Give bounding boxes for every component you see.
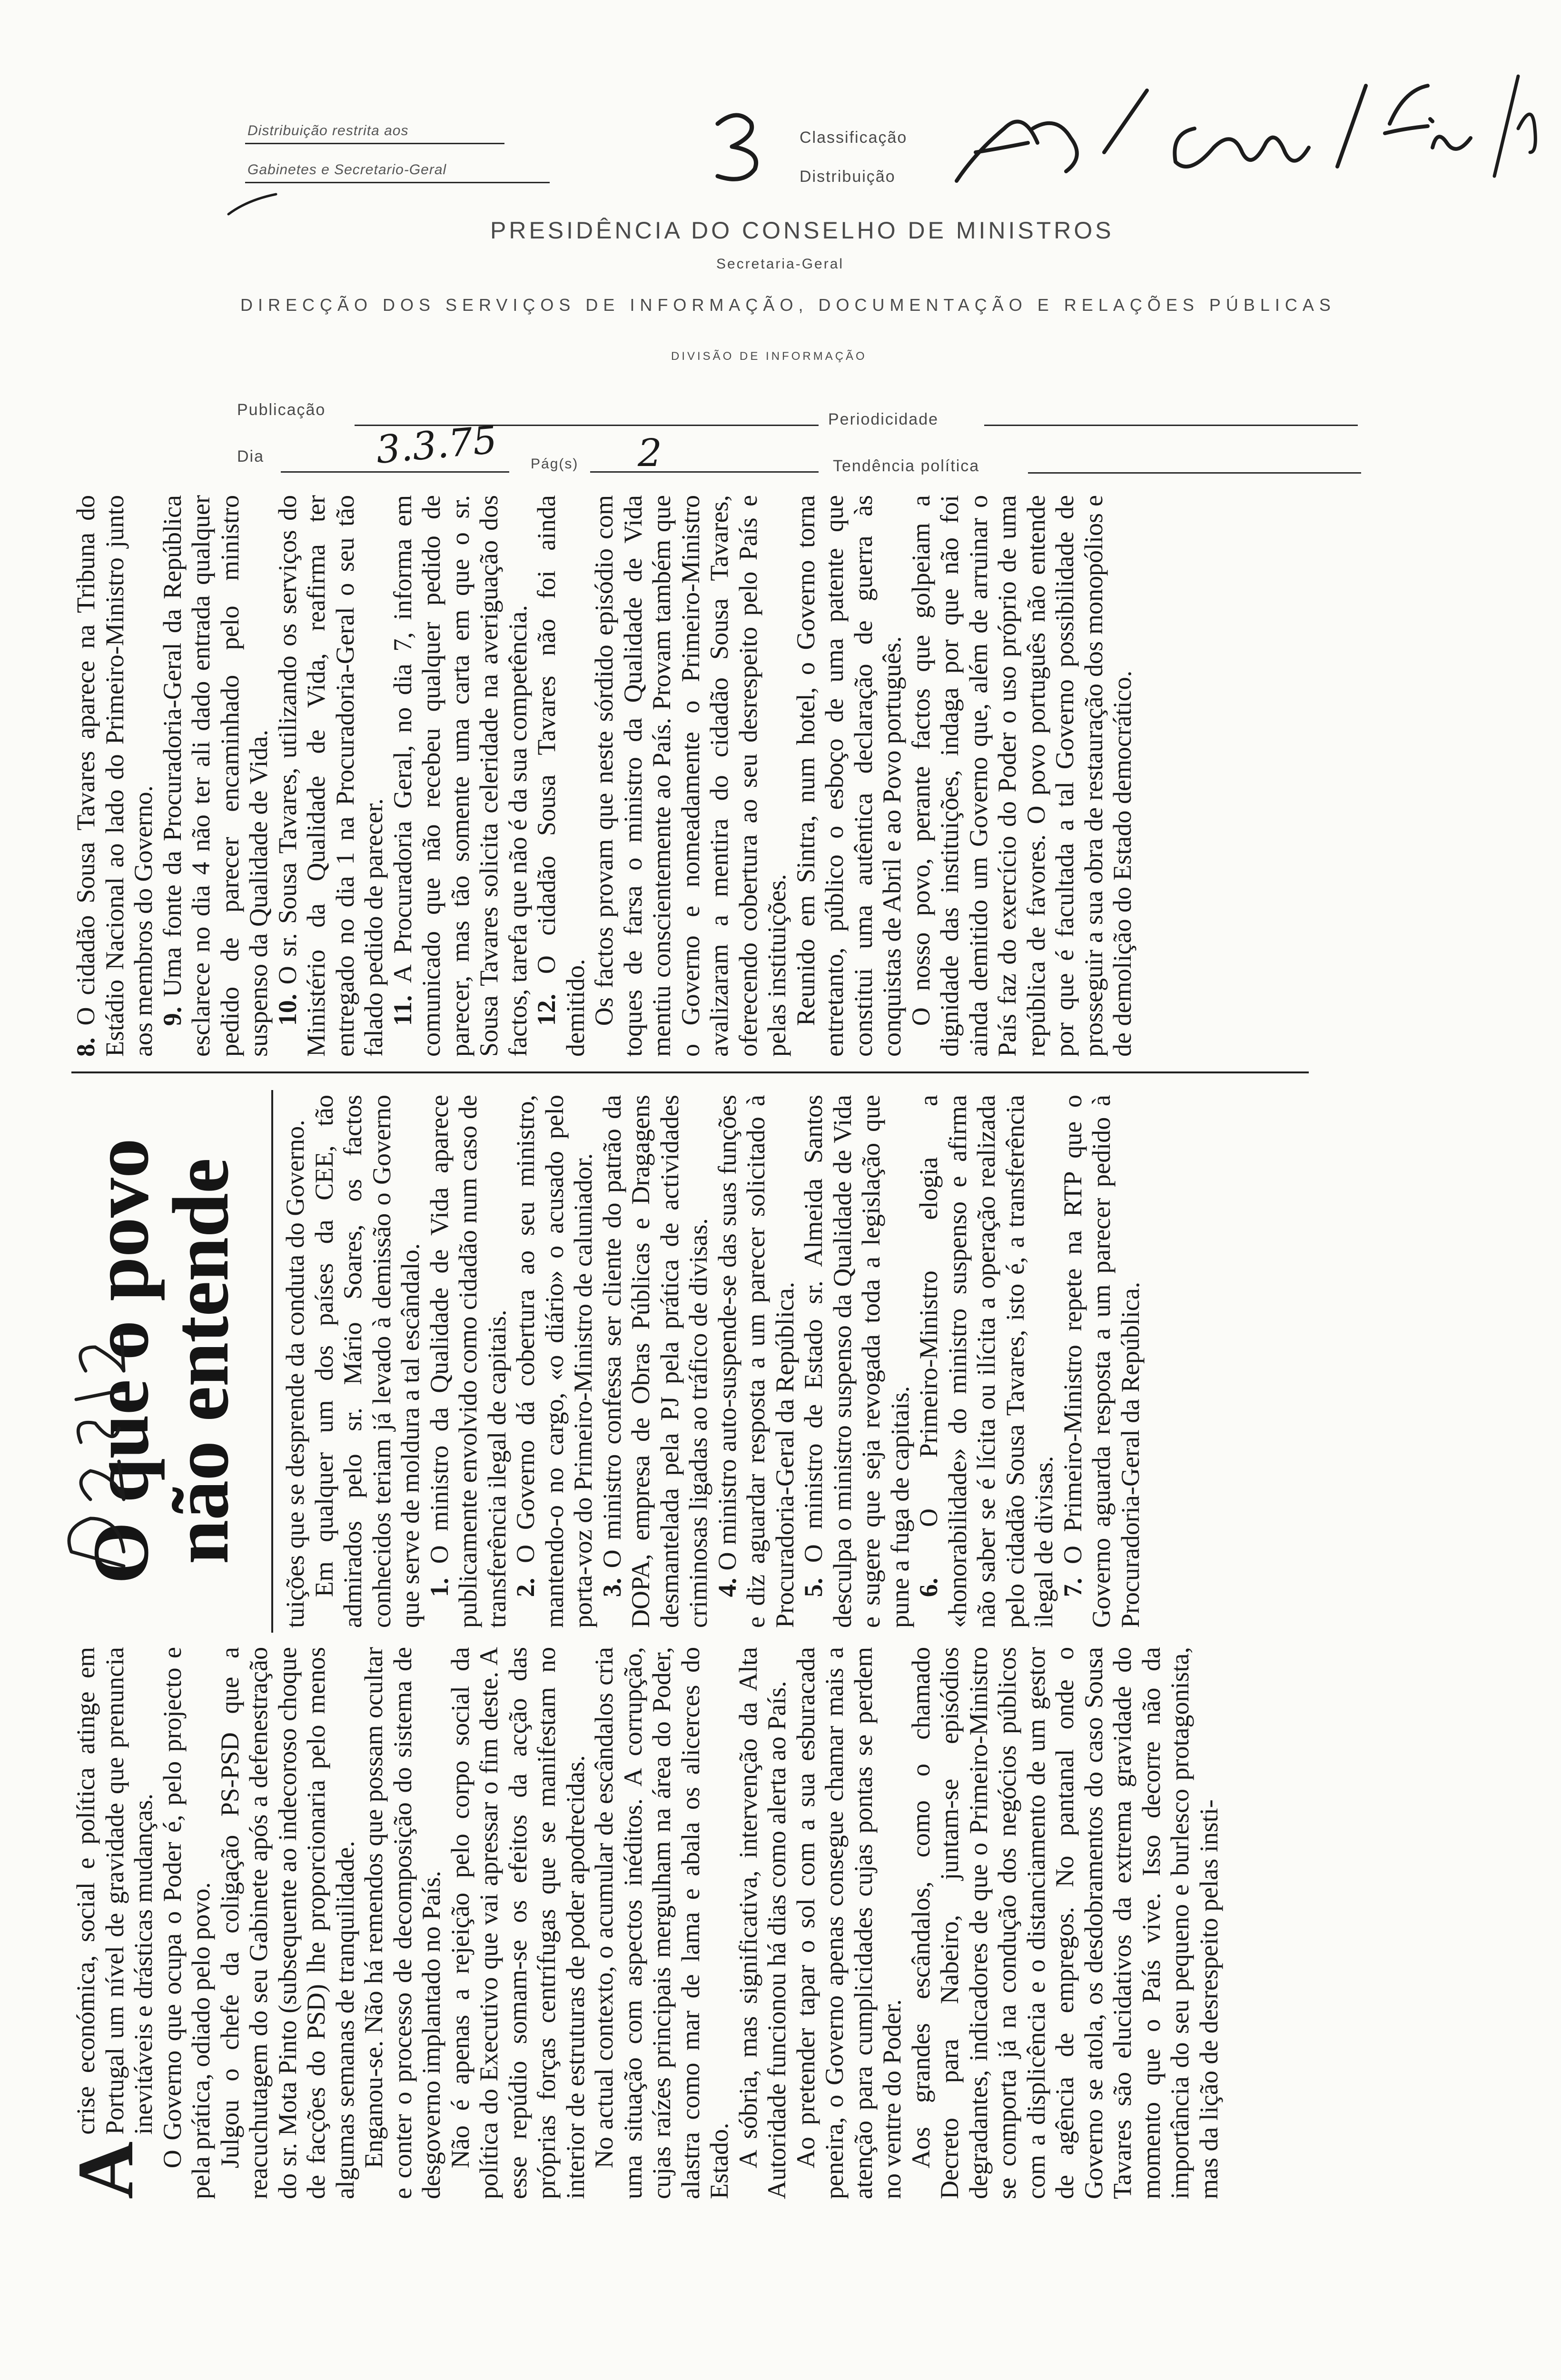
drop-cap: A bbox=[61, 2141, 150, 2199]
distribution-underline-2 bbox=[245, 182, 550, 183]
article-paragraph: Não é apenas a rejeição pelo corpo social da política do Executivo que vai apressar o fim deste. A esse repúdio somam-se os efeitos da acção das próprias forças centrífugas que se manifestam no interior de estruturas de poder apodrecidas. bbox=[445, 1647, 590, 2199]
column-separator bbox=[71, 1071, 1309, 1073]
distribution-to-2: Gabinetes e Secretario-Geral bbox=[247, 162, 447, 178]
handwritten-annotation bbox=[947, 57, 1537, 214]
pages-line bbox=[590, 471, 819, 473]
article-column-3 bbox=[71, 495, 1309, 1057]
day-label: Dia bbox=[237, 447, 265, 466]
distribution-to: Distribuição restrita aos bbox=[247, 123, 409, 139]
distribution-underline bbox=[245, 143, 504, 144]
day-line bbox=[281, 471, 509, 473]
article-paragraph: Enganou-se. Não há remendos que possam ocultar e conter o processo de decomposição do sistema de desgoverno implantado no País. bbox=[359, 1647, 445, 2199]
headline-block bbox=[77, 1095, 262, 1628]
pages-label: Pág(s) bbox=[531, 456, 579, 472]
article-paragraph: 3. O ministro confessa ser cliente do patrão da DOPA, empresa de Obras Públicas e Dragagens desmantelada pela PJ pela prática de actividades criminosas ligadas ao tráfico de divisas. bbox=[597, 1094, 712, 1628]
article-paragraph: 12. O cidadão Sousa Tavares não foi ainda demitido. bbox=[532, 495, 590, 1057]
tendency-line bbox=[1028, 472, 1361, 474]
handwritten-date: 3.3.75 bbox=[374, 417, 499, 472]
article-column-2 bbox=[281, 1095, 1185, 1628]
headline-rule bbox=[271, 1090, 273, 1633]
article-paragraph: A sóbria, mas significativa, intervenção da Alta Autoridade funcionou há dias como alerta ao País. bbox=[733, 1647, 791, 2199]
handwritten-headline-mark bbox=[62, 1304, 133, 1571]
article-paragraph: Julgou o chefe da coligação PS-PSD que a reacuchutagem do seu Gabinete após a defenestração do sr. Mota Pinto (subsequente ao indecoroso choque de facções do PSD) lhe proporcionaria pelo menos algumas semanas de tranquilidade. bbox=[215, 1647, 359, 2199]
article-paragraph: tuições que se desprende da conduta do Governo. bbox=[281, 1120, 309, 1628]
handwritten-number bbox=[709, 109, 766, 188]
periodicity-line bbox=[984, 425, 1358, 426]
article-paragraph: 5. O ministro de Estado sr. Almeida Santos desculpa o ministro suspenso da Qualidade de Vida e sugere que seja revogada toda a legislação que pune a fuga de capitais. bbox=[799, 1095, 914, 1628]
newspaper-clipping bbox=[61, 486, 1333, 2199]
article-paragraph: 1. O ministro da Qualidade de Vida aparece publicamente envolvido como cidadão num caso de transferência ilegal de capitais. bbox=[425, 1095, 511, 1628]
article-paragraph: 6. O Primeiro-Ministro elogia a «honorabilidade» do ministro suspenso e afirma não saber se é lícita ou ilícita a operação realizada pelo cidadão Sousa Tavares, isto é, a transferência ilegal de divisas. bbox=[914, 1095, 1058, 1628]
directorate: DIRECÇÃO DOS SERVIÇOS DE INFORMAÇÃO, DOCUMENTAÇÃO E RELAÇÕES PÚBLICAS bbox=[240, 295, 1336, 315]
article-column-1 bbox=[61, 1647, 1223, 2199]
article-paragraph: 4. O ministro auto-suspende-se das suas funções e diz aguardar resposta a um parecer solicitado à Procuradoria-Geral da República. bbox=[712, 1095, 799, 1628]
column-3-paragraphs bbox=[71, 495, 1137, 1057]
distribution-label: Distribuição bbox=[800, 168, 896, 186]
handwritten-page: 2 bbox=[638, 431, 662, 475]
article-paragraph: O Governo que ocupa o Poder é, pelo projecto e pela prática, odiado pelo povo. bbox=[158, 1647, 215, 2199]
division: DIVISÃO DE INFORMAÇÃO bbox=[671, 350, 867, 363]
article-paragraph: 11. A Procuradoria Geral, no dia 7, informa em comunicado que não recebeu qualquer pedido de parecer, mas tão somente uma carta em que o sr. Sousa Tavares solicita celeridade na averiguação dos factos, tarefa que não é da sua competência. bbox=[388, 495, 532, 1057]
headline-line-1: O que o povo bbox=[77, 1139, 165, 1584]
column-1-paragraphs bbox=[61, 1647, 1223, 2199]
article-paragraph: 9. Uma fonte da Procuradoria-Geral da República esclarece no dia 4 não ter ali dado entrada qualquer pedido de parecer encaminhado pelo ministro suspenso da Qualidade de Vida. bbox=[158, 495, 273, 1057]
tendency-label: Tendência política bbox=[833, 457, 980, 475]
headline-line-2: não entende bbox=[157, 1158, 245, 1565]
article-paragraph: 10. O sr. Sousa Tavares, utilizando os serviços do Ministério da Qualidade de Vida, reafirma ter entregado no dia 1 na Procuradoria-Geral o seu tão falado pedido de parecer. bbox=[273, 495, 388, 1057]
article-paragraph: Em qualquer um dos países da CEE, tão admirados pelo sr. Mário Soares, os factos conhecidos teriam já levado à demissão o Governo que serve de moldura a tal escândalo. bbox=[309, 1095, 425, 1628]
article-paragraph: 2. O Governo dá cobertura ao seu ministro, mantendo-o no cargo, «o diário» o acusado pelo porta-voz do Primeiro-Ministro de caluniador. bbox=[511, 1095, 597, 1628]
article-paragraph: Os factos provam que neste sórdido episódio com toques de farsa o ministro da Qualidade de Vida mentiu conscientemente ao País. Provam também que o Governo e nomeadamente o Primeiro-Ministro avalizaram a mentira do cidadão Sousa Tavares, oferecendo cobertura ao seu desrespeito pelo País e pelas instituições. bbox=[590, 495, 791, 1057]
article-paragraph: O nosso povo, perante factos que golpeiam a dignidade das instituições, indaga por que não foi ainda demitido um Governo que, além de arruinar o País faz do exercício do Poder o uso próprio de uma república de favores. O povo português não entende por que é facultada a tal Governo possibilidade de prosseguir a sua obra de restauração dos monopólios e de demolição do Estado democrático. bbox=[906, 495, 1136, 1057]
article-paragraph: No actual contexto, o acumular de escândalos cria uma situação com aspectos inéditos. A corrupção, cujas raízes principais mergulham na área do Poder, alastra como mar de lama e abala os alicerces do Estado. bbox=[590, 1647, 733, 2199]
article-paragraph: A crise económica, social e política atinge em Portugal um nível de gravidade que prenuncia inevitáveis e drásticas mudanças. bbox=[61, 1647, 158, 2199]
article-paragraph: Aos grandes escândalos, como o chamado Decreto para Nabeiro, juntam-se episódios degradantes, indicadores de que o Primeiro-Ministro se comporta já na condução dos negócios públicos com a displicência e o distanciamento de um gestor de agência de empregos. No pantanal onde o Governo se atola, os desdobramentos do caso Sousa Tavares são elucidativos da extrema gravidade do momento que o País vive. Isso decorre não da importância do seu pequeno e burlesco protagonista, mas da lição de desrespeito pelas insti- bbox=[906, 1647, 1223, 2199]
secretariat: Secretaria-Geral bbox=[716, 256, 844, 272]
article-paragraph: Ao pretender tapar o sol com a sua esburacada peneira, o Governo apenas consegue chamar mais a atenção para cumplicidades cujas pontas se perdem no ventre do Poder. bbox=[791, 1647, 906, 2199]
hand-stroke bbox=[224, 190, 281, 219]
publication-label: Publicação bbox=[237, 401, 326, 419]
column-2-paragraphs bbox=[281, 1095, 1145, 1628]
classification-label: Classificação bbox=[800, 129, 908, 147]
periodicity-label: Periodicidade bbox=[828, 410, 939, 428]
article-paragraph: Reunido em Sintra, num hotel, o Governo torna entretanto, público o esboço de uma patente que constitui uma autêntica declaração de guerra às conquistas de Abril e ao Povo português. bbox=[791, 495, 906, 1057]
article-paragraph: 8. O cidadão Sousa Tavares aparece na Tribuna do Estádio Nacional ao lado do Primeiro-Ministro junto aos membros do Governo. bbox=[71, 495, 158, 1057]
institution-title: PRESIDÊNCIA DO CONSELHO DE MINISTROS bbox=[490, 217, 1114, 244]
article-paragraph: 7. O Primeiro-Ministro repete na RTP que o Governo aguarda resposta a um parecer pedido à Procuradoria-Geral da República. bbox=[1058, 1095, 1145, 1628]
